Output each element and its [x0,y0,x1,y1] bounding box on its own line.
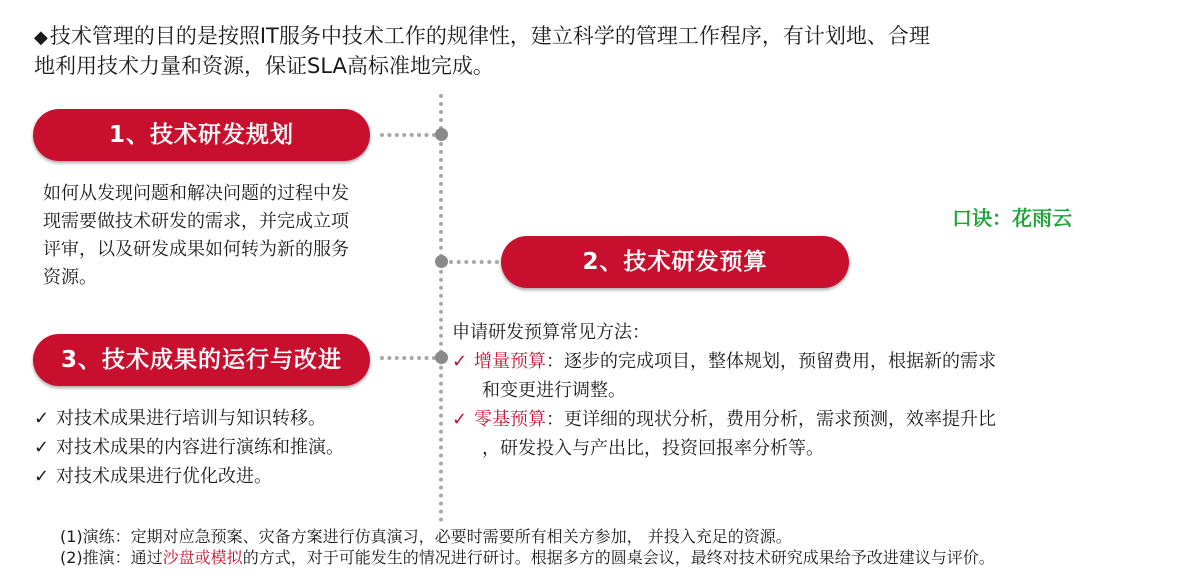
step2-header [501,236,849,288]
footnotes [60,526,1170,568]
step3-list [34,404,434,491]
step1-desc-line: 如何从发现问题和解决问题的过程中发 [43,183,349,204]
intro-line-2: 地利用技术力量和资源，保证SLA高标准地完成。 [34,54,494,78]
method-text: 更详细的现状分析，费用分析，需求预测，效率提升比 [564,409,996,430]
method-term: 零基预算 [474,409,546,430]
check-icon: ✓ [34,408,50,429]
intro-line-1 [34,22,1134,52]
step1-desc-line: 资源。 [43,267,97,288]
step3-connector [380,356,436,360]
list-item [34,462,434,491]
footnote-2-text: (2)推演：通过 [60,548,163,567]
method-colon: ： [546,409,564,430]
mnemonic-label: 口诀：花雨云 [952,206,1072,230]
method-text: 逐步的完成项目，整体规划，预留费用，根据新的需求 [564,351,996,372]
step3-header [33,334,370,386]
timeline-connector [439,94,443,522]
method-incremental [452,347,1152,376]
step2-title: 2、技术研发预算 [582,249,768,275]
method-term: 增量预算 [474,351,546,372]
step1-node [435,128,448,141]
footnote-2 [60,547,1170,568]
step3-node [435,351,448,364]
step2-node [435,255,448,268]
method-text-cont: 和变更进行调整。 [482,380,626,401]
step1-connector [380,133,436,137]
step1-title: 1、技术研发规划 [108,122,294,148]
diamond-bullet-icon: ◆ [34,27,48,48]
step2-intro: 申请研发预算常见方法： [452,322,650,343]
step2-body [452,318,1152,463]
intro-text-1: 技术管理的目的是按照IT服务中技术工作的规律性，建立科学的管理工作程序，有计划地、合理 [49,24,930,48]
check-icon: ✓ [452,409,468,430]
footnote-1: (1)演练：定期对应急预案、灾备方案进行仿真演习，必要时需要所有相关方参加， 并投入充足的资源。 [60,527,792,546]
method-zero-based [452,405,1152,434]
step1-description [43,180,423,292]
check-icon: ✓ [452,351,468,372]
step2-connector [449,260,499,264]
method-colon: ： [546,351,564,372]
footnote-2-text: 的方式，对于可能发生的情况进行研讨。根据多方的圆桌会议，最终对技术研究成果给予改进建议与评价。 [242,548,995,567]
list-item [34,433,434,462]
list-item-text: 对技术成果进行优化改进。 [56,466,272,487]
check-icon: ✓ [34,466,50,487]
step1-desc-line: 现需要做技术研发的需求，并完成立项 [43,211,349,232]
footnote-2-highlight: 沙盘或模拟 [162,548,243,567]
step3-title: 3、技术成果的运行与改进 [60,347,342,373]
intro-paragraph [34,22,1134,81]
method-text-cont: ，研发投入与产出比，投资回报率分析等。 [482,438,824,459]
step1-desc-line: 评审，以及研发成果如何转为新的服务 [43,239,349,260]
check-icon: ✓ [34,437,50,458]
list-item-text: 对技术成果进行培训与知识转移。 [56,408,326,429]
list-item [34,404,434,433]
step1-header [33,109,370,161]
list-item-text: 对技术成果的内容进行演练和推演。 [56,437,344,458]
